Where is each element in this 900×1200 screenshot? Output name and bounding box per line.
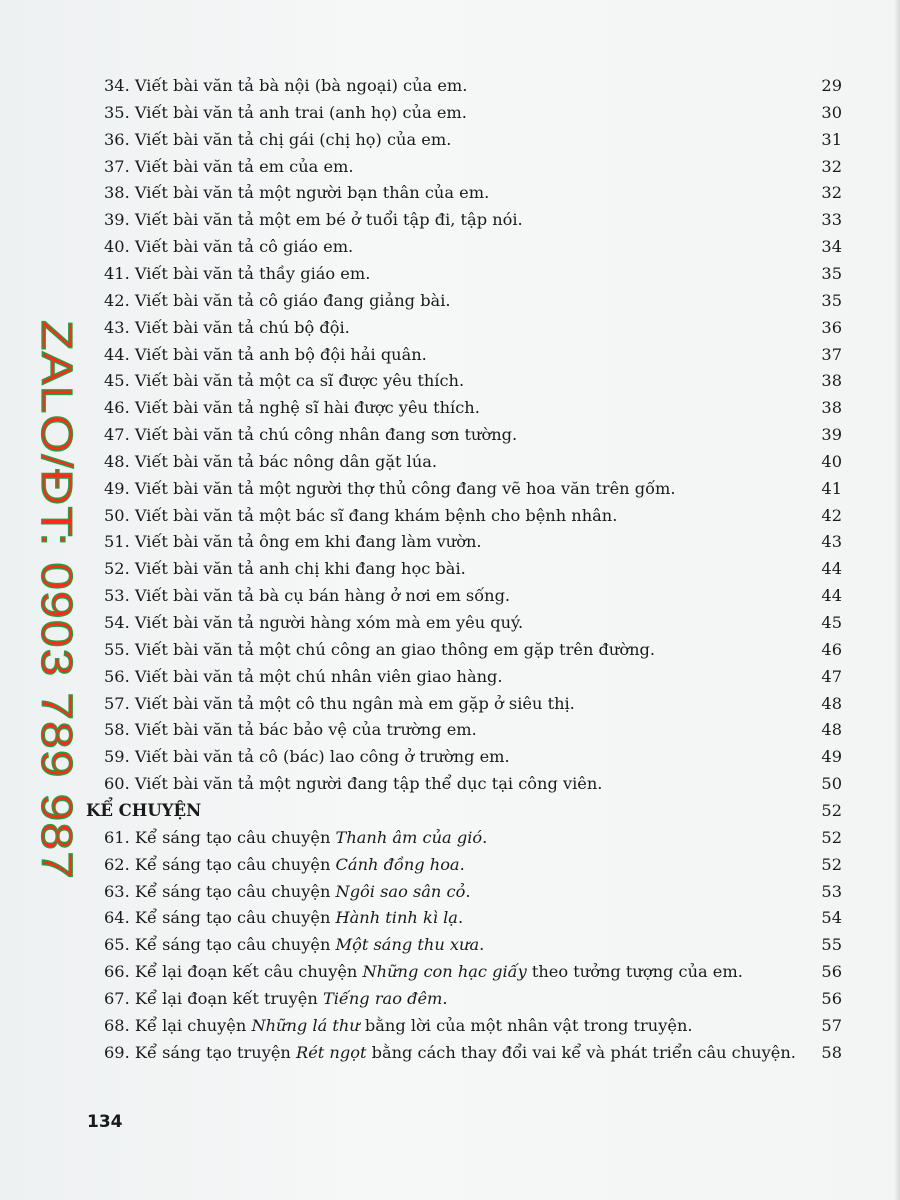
toc-entry-title: 39. Viết bài văn tả một em bé ở tuổi tập đi, tập nói. — [104, 210, 523, 230]
toc-entry-title: 53. Viết bài văn tả bà cụ bán hàng ở nơi em sống. — [104, 586, 511, 606]
toc-page-number: 52 — [821, 854, 842, 874]
toc-page-number: 38 — [821, 398, 842, 418]
toc-entry-title: 69. Kể sáng tạo truyện Rét ngọt bằng cách thay đổi vai kể và phát triển câu chuyện. — [104, 1042, 796, 1062]
toc-entry-title: 58. Viết bài văn tả bác bảo vệ của trường em. — [104, 720, 477, 740]
toc-entry-title: 68. Kể lại chuyện Những lá thư bằng lời của một nhân vật trong truyện. — [104, 1015, 693, 1035]
toc-entry — [104, 288, 842, 314]
toc-entry-title: 44. Viết bài văn tả anh bộ đội hải quân. — [104, 344, 427, 364]
toc-entry — [104, 154, 842, 180]
toc-entry-title: 61. Kể sáng tạo câu chuyện Thanh âm của gió. — [104, 827, 488, 847]
toc-entry — [104, 503, 842, 529]
story-title: Ngôi sao sân cỏ — [335, 881, 466, 901]
section-heading-title: KỂ CHUYỆN — [86, 800, 202, 820]
toc-entry — [104, 825, 842, 851]
toc-entry — [104, 261, 842, 287]
toc-entry — [104, 717, 842, 743]
toc-page-number: 56 — [821, 962, 842, 982]
toc-entry — [104, 556, 842, 582]
toc-page-number: 46 — [821, 639, 842, 659]
toc-page-number: 56 — [821, 988, 842, 1008]
toc-entry-title: 45. Viết bài văn tả một ca sĩ được yêu thích. — [104, 371, 465, 391]
toc-page-number: 52 — [821, 800, 842, 820]
toc-page-number: 52 — [821, 827, 842, 847]
toc-entry — [104, 234, 842, 260]
story-title: Thanh âm của gió — [335, 827, 483, 847]
toc-entry — [104, 315, 842, 341]
toc-entry-title: 63. Kể sáng tạo câu chuyện Ngôi sao sân cỏ. — [104, 881, 471, 901]
toc-entry — [104, 986, 842, 1012]
toc-page-number: 55 — [821, 935, 842, 955]
toc-entry-title: 60. Viết bài văn tả một người đang tập thể dục tại công viên. — [104, 774, 603, 794]
toc-entry — [104, 691, 842, 717]
toc-page-number: 34 — [821, 237, 842, 257]
toc-page-number: 47 — [821, 666, 842, 686]
toc-entry — [104, 932, 842, 958]
toc-page-number: 44 — [821, 559, 842, 579]
toc-page-number: 50 — [821, 774, 842, 794]
story-title: Cánh đồng hoa — [335, 854, 460, 874]
toc-entry-title: 50. Viết bài văn tả một bác sĩ đang khám bệnh cho bệnh nhân. — [104, 505, 618, 525]
story-title: Rét ngọt — [296, 1042, 367, 1062]
story-title: Một sáng thu xưa — [335, 935, 480, 955]
toc-entry-title: 51. Viết bài văn tả ông em khi đang làm vườn. — [104, 532, 482, 552]
toc-page-number: 44 — [821, 586, 842, 606]
toc-page-number: 40 — [821, 451, 842, 471]
toc-entry — [104, 73, 842, 99]
toc-page-number: 53 — [821, 881, 842, 901]
toc-page-number: 39 — [821, 425, 842, 445]
toc-page-number: 31 — [821, 129, 842, 149]
toc-entry-title: 66. Kể lại đoạn kết câu chuyện Những con hạc giấy theo tưởng tượng của em. — [104, 962, 743, 982]
toc-page-number: 32 — [821, 156, 842, 176]
toc-page-number: 38 — [821, 371, 842, 391]
toc-entry — [104, 476, 842, 502]
toc-entry-title: 56. Viết bài văn tả một chú nhân viên giao hàng. — [104, 666, 503, 686]
toc-entry-title: 57. Viết bài văn tả một cô thu ngân mà em gặp ở siêu thị. — [104, 693, 575, 713]
toc-page-number: 57 — [821, 1015, 842, 1035]
toc-entry — [104, 852, 842, 878]
toc-entry-title: 62. Kể sáng tạo câu chuyện Cánh đồng hoa. — [104, 854, 465, 874]
toc-entry-title: 41. Viết bài văn tả thầy giáo em. — [104, 263, 371, 283]
toc-page-number: 58 — [821, 1042, 842, 1062]
page-number: 134 — [87, 1112, 123, 1132]
toc-entry — [104, 180, 842, 206]
toc-entry-title: 47. Viết bài văn tả chú công nhân đang sơn tường. — [104, 425, 518, 445]
toc-entry-title: 49. Viết bài văn tả một người thợ thủ công đang vẽ hoa văn trên gốm. — [104, 478, 676, 498]
toc-page-number: 43 — [821, 532, 842, 552]
toc-entry — [104, 744, 842, 770]
toc-page-number: 30 — [821, 102, 842, 122]
toc-entry — [104, 664, 842, 690]
toc-entry — [104, 879, 842, 905]
toc-entry — [104, 100, 842, 126]
toc-entry-title: 55. Viết bài văn tả một chú công an giao thông em gặp trên đường. — [104, 639, 656, 659]
toc-entry — [104, 1013, 842, 1039]
toc-entry — [104, 422, 842, 448]
toc-entry — [104, 583, 842, 609]
toc-entry — [104, 342, 842, 368]
toc-entry-title: 54. Viết bài văn tả người hàng xóm mà em yêu quý. — [104, 613, 524, 632]
toc-entry-title: 37. Viết bài văn tả em của em. — [104, 156, 354, 176]
toc-entry-title: 34. Viết bài văn tả bà nội (bà ngoại) của em. — [104, 76, 468, 95]
page-edge-shadow — [894, 0, 900, 1200]
toc-entry — [104, 207, 842, 233]
toc-page-number: 35 — [821, 290, 842, 310]
toc-page-number: 41 — [821, 478, 842, 498]
toc-entry-title: 43. Viết bài văn tả chú bộ đội. — [104, 317, 350, 337]
toc-entry-title: 67. Kể lại đoạn kết truyện Tiếng rao đêm. — [104, 988, 448, 1008]
toc-entry-title: 42. Viết bài văn tả cô giáo đang giảng bài. — [104, 290, 451, 310]
toc-entry — [104, 395, 842, 421]
toc-entry — [104, 959, 842, 985]
toc-entry — [104, 637, 842, 663]
toc-page-number: 45 — [821, 613, 842, 632]
toc-entry — [104, 1040, 842, 1066]
toc-entry — [104, 610, 842, 636]
toc-page-number: 35 — [821, 263, 842, 283]
story-title: Tiếng rao đêm — [322, 988, 443, 1008]
toc-entry-title: 38. Viết bài văn tả một người bạn thân của em. — [104, 183, 490, 203]
toc-entry-title: 59. Viết bài văn tả cô (bác) lao công ở trường em. — [104, 747, 510, 767]
toc-page-number: 49 — [821, 747, 842, 767]
toc-page-number: 54 — [821, 908, 842, 928]
toc-page-number: 48 — [821, 720, 842, 740]
toc-entry — [104, 127, 842, 153]
story-title: Những con hạc giấy — [362, 962, 527, 982]
toc-entry-title: 48. Viết bài văn tả bác nông dân gặt lúa. — [104, 451, 438, 471]
section-heading — [86, 798, 842, 824]
toc-entry — [104, 368, 842, 394]
toc-page-number: 29 — [821, 76, 842, 95]
toc-page-number: 36 — [821, 317, 842, 337]
toc-entry — [104, 771, 842, 797]
watermark-text: ZALO/ĐT: 0903 789 987 — [32, 320, 81, 816]
toc-entry — [104, 529, 842, 555]
toc-entry-title: 40. Viết bài văn tả cô giáo em. — [104, 237, 354, 257]
toc-page-number: 33 — [821, 210, 842, 230]
toc-page-number: 37 — [821, 344, 842, 364]
toc-entry-title: 65. Kể sáng tạo câu chuyện Một sáng thu xưa. — [104, 935, 485, 955]
toc-page-number: 42 — [821, 505, 842, 525]
toc-page-number: 32 — [821, 183, 842, 203]
story-title: Hành tinh kì lạ — [335, 908, 458, 928]
watermark — [2, 290, 81, 890]
toc-page-number: 48 — [821, 693, 842, 713]
story-title: Những lá thư — [251, 1015, 360, 1035]
toc-entry-title: 46. Viết bài văn tả nghệ sĩ hài được yêu thích. — [104, 398, 480, 418]
toc-entry — [104, 905, 842, 931]
toc-entry — [104, 449, 842, 475]
toc-entry-title: 36. Viết bài văn tả chị gái (chị họ) của em. — [104, 129, 452, 149]
toc-entry-title: 35. Viết bài văn tả anh trai (anh họ) của em. — [104, 102, 467, 122]
toc-entry-title: 52. Viết bài văn tả anh chị khi đang học bài. — [104, 559, 466, 579]
toc-entry-title: 64. Kể sáng tạo câu chuyện Hành tinh kì lạ. — [104, 908, 464, 928]
